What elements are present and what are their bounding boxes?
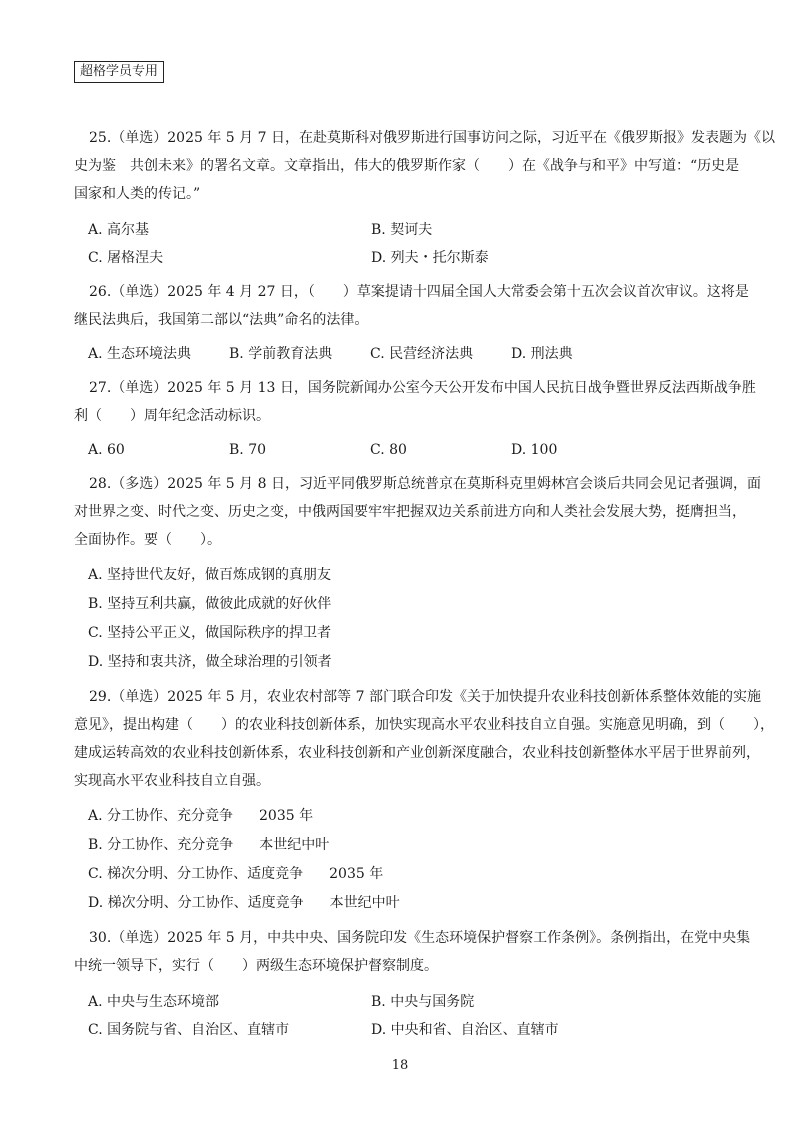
- question-28: [74, 470, 761, 677]
- option-a: A. 坚持世代友好，做百炼成钢的真朋友: [88, 567, 332, 583]
- option-d: D. 100: [511, 442, 558, 458]
- option-c: C. 民营经济法典: [370, 346, 474, 362]
- option-text: D. 梯次分明、分工协作、适度竞争: [88, 895, 304, 911]
- option-c: C. 国务院与省、自治区、直辖市: [88, 1022, 290, 1038]
- page-number: 18: [391, 1058, 409, 1073]
- option-d: D. 坚持和衷共济，做全球治理的引领者: [88, 654, 332, 670]
- option-a: A. 中央与生态环境部: [88, 994, 220, 1010]
- option-d: [88, 889, 728, 918]
- option-b: B. 契诃夫: [371, 222, 433, 238]
- question-text-line: 28.（多选）2025 年 5 月 8 日，习近平同俄罗斯总统普京在莫斯科克里姆林宫会谈后共同会见记者强调，面: [89, 476, 761, 492]
- option-c: C. 坚持公平正义，做国际秩序的捍卫者: [88, 625, 332, 641]
- question-text-line: 26.（单选）2025 年 4 月 27 日，（ ）草案提请十四届全国人大常委会第十五次会议首次审议。这将是: [89, 284, 749, 300]
- option-c: [88, 860, 728, 889]
- options: [88, 340, 728, 368]
- option-text: B. 分工协作、充分竞争: [88, 837, 234, 853]
- question-text-line: 利（ ）周年纪念活动标识。: [74, 408, 270, 424]
- question-text-line: 中统一领导下，实行（ ）两级生态环境保护督察制度。: [74, 958, 438, 974]
- question-26: [74, 278, 749, 368]
- question-30: [74, 924, 751, 1044]
- options: [88, 988, 728, 1044]
- question-text-line: 29.（单选）2025 年 5 月，农业农村部等 7 部门联合印发《关于加快提升农业科技创新体系整体效能的实施: [89, 689, 761, 705]
- question-text-line: 史为鉴 共创未来》的署名文章。文章指出，伟大的俄罗斯作家（ ）在《战争与和平》中写道：“历史是: [74, 158, 740, 174]
- question-text-line: 意见》，提出构建（ ）的农业科技创新体系，加快实现高水平农业科技自立自强。实施意见明确，到（ ），: [74, 717, 774, 733]
- option-c: C. 80: [370, 442, 407, 458]
- question-text-line: 继民法典后，我国第二部以“法典”命名的法律。: [74, 312, 369, 328]
- question-text-line: 27.（单选）2025 年 5 月 13 日，国务院新闻办公室今天公开发布中国人民抗日战争暨世界反法西斯战争胜: [89, 380, 756, 396]
- option-a: A. 60: [88, 442, 125, 458]
- option-b: B. 坚持互利共赢，做彼此成就的好伙伴: [88, 596, 332, 612]
- question-text-line: 实现高水平农业科技自立自强。: [74, 773, 270, 789]
- question-25: [74, 124, 775, 272]
- question-text-line: 建成运转高效的农业科技创新体系，农业科技创新和产业创新深度融合，农业科技创新整体水平居于世界前列，: [74, 745, 760, 761]
- option-b: B. 中央与国务院: [371, 994, 475, 1010]
- options: [88, 436, 728, 464]
- option-text: C. 梯次分明、分工协作、适度竞争: [88, 866, 304, 882]
- option-a: [88, 802, 728, 831]
- option-year: 2035 年: [259, 808, 314, 824]
- options: [88, 216, 728, 272]
- question-text-line: 30.（单选）2025 年 5 月，中共中央、国务院印发《生态环境保护督察工作条例》。条例指出，在党中央集: [89, 930, 751, 946]
- option-c: C. 屠格涅夫: [88, 250, 164, 266]
- option-b: B. 70: [229, 442, 267, 458]
- option-year: 2035 年: [329, 866, 384, 882]
- question-list: [74, 124, 775, 1050]
- option-d: D. 刑法典: [511, 346, 573, 362]
- option-b: B. 学前教育法典: [229, 346, 333, 362]
- question-text-line: 对世界之变、时代之变、历史之变，中俄两国要牢牢把握双边关系前进方向和人类社会发展大势，挺膺担当，: [74, 504, 746, 520]
- option-b: [88, 831, 728, 860]
- option-d: D. 中央和省、自治区、直辖市: [371, 1022, 559, 1038]
- option-a: A. 高尔基: [88, 222, 150, 238]
- option-year: 本世纪中叶: [329, 895, 400, 911]
- options: [88, 802, 728, 918]
- question-text-line: 国家和人类的传记。”: [74, 186, 201, 202]
- option-year: 本世纪中叶: [259, 837, 330, 853]
- question-text-line: 全面协作。要（ ）。: [74, 532, 221, 548]
- exclusive-use-tag: 超格学员专用: [74, 61, 164, 83]
- option-d: D. 列夫・托尔斯泰: [371, 250, 489, 266]
- option-a: A. 生态环境法典: [88, 346, 192, 362]
- options: [88, 561, 728, 677]
- option-text: A. 分工协作、充分竞争: [88, 808, 234, 824]
- question-29: [74, 683, 774, 918]
- question-27: [74, 374, 756, 464]
- question-text-line: 25.（单选）2025 年 5 月 7 日，在赴莫斯科对俄罗斯进行国事访问之际，习近平在《俄罗斯报》发表题为《以: [89, 130, 775, 146]
